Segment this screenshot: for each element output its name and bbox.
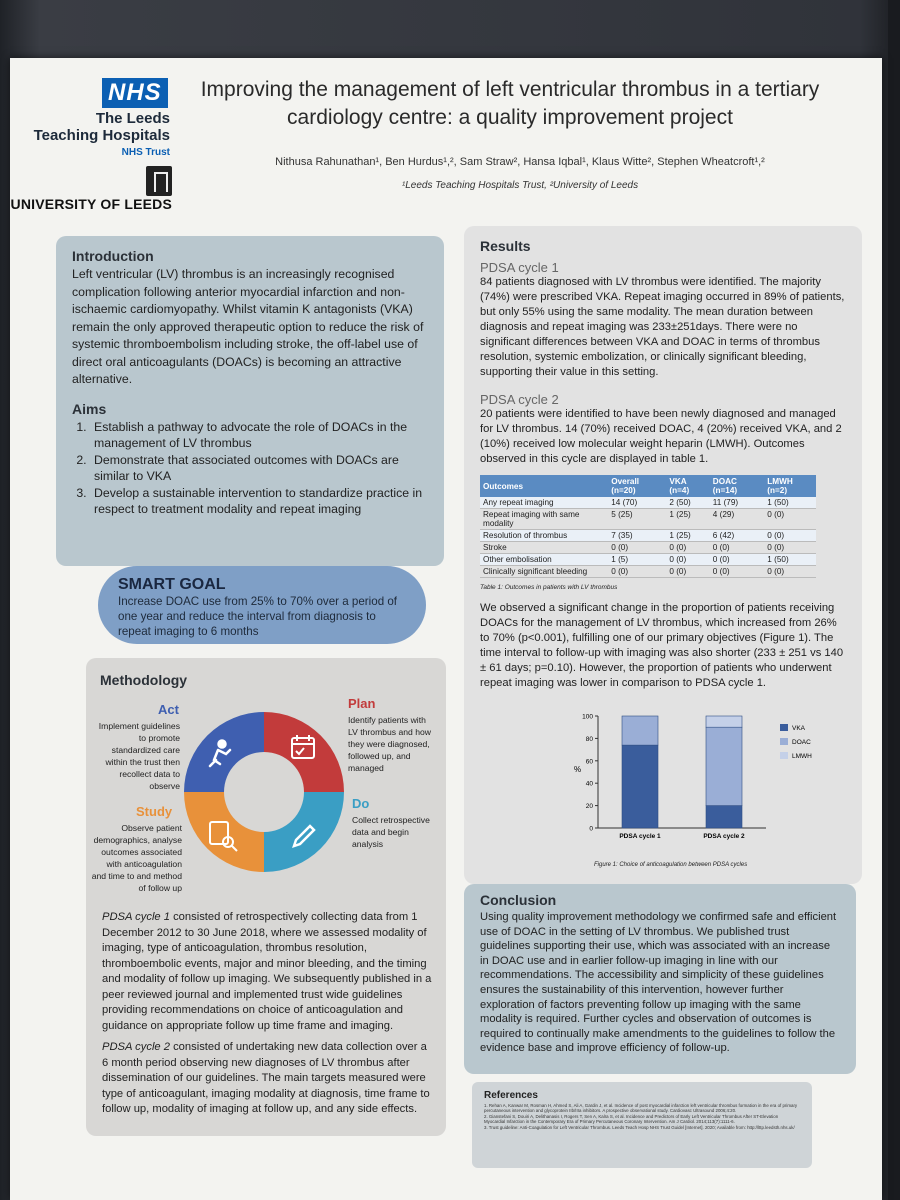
reference-item: 3. Trust guideline: Anti-Coagulation for Left Ventricular Thrombus. Leeds Teach Hosp NHS Trust Guidel [Internet]. 2020; Available from: http://lttp.leedsth.nhs.uk/ xyxy=(484,1124,795,1130)
pdsa-ring xyxy=(174,702,354,882)
act-label: Act xyxy=(158,702,179,717)
intro-heading: Introduction xyxy=(72,248,154,264)
plan-segment xyxy=(264,712,344,792)
table-cell: Stroke xyxy=(480,542,608,554)
study-description: Observe patient demographics, analyse outcomes associated with anticoagulation and time to and method of follow up xyxy=(91,823,182,893)
bar-segment-vka xyxy=(622,745,658,828)
intro-text: Left ventricular (LV) thrombus is an increasingly recognised complication following anterior myocardial infarction and non-ischaemic cardiomyopathy. Whilst vitamin K antagonists (VKA) remain the only approved therapeutic option to reduce the risk of systemic thromboembolism including stroke, the off-label use of direct oral anticoagulants (DOACs) is becoming an attractive alternative. xyxy=(72,267,424,386)
table-header-cell: Overall (n=20) xyxy=(608,475,666,497)
study-segment xyxy=(184,792,264,872)
table-cell: Repeat imaging with same modality xyxy=(480,509,608,530)
aim-item: 2. Demonstrate that associated outcomes with DOACs are similar to VKA xyxy=(90,452,428,485)
references-panel xyxy=(472,1082,812,1168)
table-row xyxy=(480,530,816,542)
table-cell: 14 (70) xyxy=(608,497,666,509)
anticoagulation-chart xyxy=(558,710,818,870)
introduction-panel xyxy=(56,236,444,566)
table-cell: 1 (5) xyxy=(608,554,666,566)
table-cell: 0 (0) xyxy=(608,542,666,554)
table-row xyxy=(480,554,816,566)
cycle2-results-heading: PDSA cycle 2 xyxy=(480,392,559,407)
cycle2-results-text: 20 patients were identified to have been newly diagnosed and managed for LV thrombus. 14 (70%) received DOAC, 4 (20%) received VKA, and 2 (10%) received low molecular weight heparin (LMWH). Outcomes observed in this cycle are displayed in table 1. xyxy=(480,408,842,465)
smart-goal-panel xyxy=(98,566,426,644)
study-label: Study xyxy=(136,804,173,819)
bar-segment-lmwh xyxy=(706,716,742,727)
conclusion-heading: Conclusion xyxy=(480,892,557,908)
y-tick-label: 0 xyxy=(589,825,593,833)
methodology-panel xyxy=(86,658,446,1136)
reference-item: 2. Gianstefani S, Douiri A, Delithanasis I, Rogers T, Sen A, Kalra S, et al. Incidence and Predictors of Early Left Ventricular Thrombus After ST-Elevation Myocardial Infarction in the Contemporary Era of Primary Percutaneous Coronary Intervention. Am J Cardiol. 2014;113(7):1111-6. xyxy=(484,1113,779,1125)
cycle2-method-body: consisted of undertaking new data collection over a 6 month period observing new diagnoses of LV thrombus after dissemination of our guidelines. The main targets measured were type of anticoagulant, imaging modality at diagnosis, time frame to follow up, modality of imaging at follow up, and any side effects. xyxy=(102,1041,430,1115)
y-tick-label: 20 xyxy=(585,803,593,811)
cycle1-method-body: consisted of retrospectively collecting data from 1 December 2012 to 30 June 2018, where we assessed modality of imaging, type of anticoagulation, thrombus resolution, thromboembolic events, major and minor bleeding, and the timing and modality of follow up imaging. We subsequently published in a peer reviewed journal and implemented trust wide guidelines providing recommendations on choice of anticoagulation and guidance on appropriate follow up time frame and imaging. xyxy=(102,911,432,1032)
references-list xyxy=(484,1103,800,1130)
university-name: UNIVERSITY OF LEEDS xyxy=(10,196,172,212)
table-cell: 0 (0) xyxy=(764,542,816,554)
table-cell: 5 (25) xyxy=(608,509,666,530)
table-cell: 1 (50) xyxy=(764,497,816,509)
do-label: Do xyxy=(352,796,370,811)
table-cell: Resolution of thrombus xyxy=(480,530,608,542)
table-header-row xyxy=(480,475,816,497)
org-line2: Teaching Hospitals xyxy=(33,127,170,144)
legend-label: LMWH xyxy=(792,753,812,760)
table-cell: 11 (79) xyxy=(710,497,765,509)
table-cell: Any repeat imaging xyxy=(480,497,608,509)
table-cell: 6 (42) xyxy=(710,530,765,542)
table-cell: 0 (0) xyxy=(764,509,816,530)
table-header-cell: LMWH (n=2) xyxy=(764,475,816,497)
table-cell: 4 (29) xyxy=(710,509,765,530)
table-cell: 1 (25) xyxy=(666,509,709,530)
table-cell: 0 (0) xyxy=(710,554,765,566)
legend-swatch-vka xyxy=(780,724,788,731)
org-trust: NHS Trust xyxy=(121,147,170,158)
table-cell: Other embolisation xyxy=(480,554,608,566)
aims-heading: Aims xyxy=(72,400,107,417)
bar-segment-doac xyxy=(706,727,742,805)
cycle2-method-text xyxy=(102,1040,432,1118)
cycle1-results-heading: PDSA cycle 1 xyxy=(480,260,559,275)
table-cell: 2 (50) xyxy=(666,497,709,509)
author-list: Nithusa Rahunathan¹, Ben Hurdus¹,², Sam Straw², Hansa Iqbal¹, Klaus Witte², Stephen Wheatcroft¹,² xyxy=(275,156,765,168)
affiliations: ¹Leeds Teaching Hospitals Trust, ²University of Leeds xyxy=(401,180,639,191)
university-crest-icon xyxy=(146,166,172,196)
board-frame xyxy=(888,0,900,1200)
legend-label: VKA xyxy=(792,725,806,732)
cycle1-method-lead: PDSA cycle 1 xyxy=(102,911,170,923)
cycle2-method-lead: PDSA cycle 2 xyxy=(102,1041,170,1053)
table-cell: 0 (0) xyxy=(666,566,709,578)
table-cell: 0 (0) xyxy=(608,566,666,578)
results-panel xyxy=(464,226,862,884)
legend-label: DOAC xyxy=(792,739,811,746)
aim-item: 1. Establish a pathway to advocate the role of DOACs in the management of LV thrombus xyxy=(90,419,428,452)
y-axis-label: % xyxy=(574,765,582,774)
table-cell: Clinically significant bleeding xyxy=(480,566,608,578)
legend-swatch-doac xyxy=(780,738,788,745)
table-cell: 1 (25) xyxy=(666,530,709,542)
table-cell: 0 (0) xyxy=(710,542,765,554)
y-tick-label: 100 xyxy=(582,713,593,721)
x-tick-label: PDSA cycle 1 xyxy=(619,833,661,840)
table-row xyxy=(480,542,816,554)
table-header-cell: VKA (n=4) xyxy=(666,475,709,497)
method-heading: Methodology xyxy=(100,672,188,688)
table-row xyxy=(480,509,816,530)
table-row xyxy=(480,566,816,578)
y-tick-label: 40 xyxy=(585,780,593,788)
cycle1-results-text: 84 patients diagnosed with LV thrombus were identified. The majority (74%) were prescribed VKA. Repeat imaging occurred in 89% of patients, but only 55% using the same modality. The mean duration between diagnosis and repeat imaging was 233±251days. There were no significant differences between VKA and DOAC in terms of thrombus resolution, systemic embolization, or clinically significant bleeding, supporting their value in this setting. xyxy=(480,276,845,378)
y-tick-label: 80 xyxy=(585,735,593,743)
trust-name xyxy=(10,110,170,161)
table-cell: 0 (0) xyxy=(666,554,709,566)
act-description: Implement guidelines to promote standardized care within the trust then recollect data to observe xyxy=(98,721,180,791)
bar-segment-doac xyxy=(622,716,658,745)
y-tick-label: 60 xyxy=(585,758,593,766)
org-line1: The Leeds xyxy=(95,110,170,127)
results-heading: Results xyxy=(480,238,531,254)
table-row xyxy=(480,497,816,509)
pdsa-cycle-diagram xyxy=(174,702,354,882)
table-header-cell: Outcomes xyxy=(480,475,608,497)
plan-label: Plan xyxy=(348,696,376,711)
results-summary: We observed a significant change in the proportion of patients receiving DOACs for the management of LV thrombus, which increased from 26% to 70% (p<0.001), fulfilling one of our primary objectives (Figure 1). The time interval to follow-up with imaging was also shorter (233 ± 251 vs 140 ± 61 days; p=0.10). However, the proportion of patients who underwent repeat imaging was lower in comparison to PDSA cycle 1. xyxy=(480,602,844,689)
stacked-bar-chart xyxy=(558,710,818,860)
figure-caption: Figure 1: Choice of anticoagulation between PDSA cycles xyxy=(594,862,748,868)
nhs-logo: NHS xyxy=(102,78,168,108)
aim-item: 3. Develop a sustainable intervention to standardize practice in respect to treatment modality and repeat imaging xyxy=(90,485,428,518)
conclusion-text: Using quality improvement methodology we confirmed safe and efficient use of DOAC in the setting of LV thrombus. We published trust guidelines supporting their use, which was associated with an increase in DOAC use and in earlier follow-up imaging in line with our recommendations. The accessibility and simplicity of these guidelines ensures the sustainability of this intervention, however further exploration of factors preventing follow up imaging with the same modality is required. Further cycles and observation of outcomes is required to continually make amendments to the guidelines to follow the evidence base and improve efficiency of follow-up. xyxy=(480,911,837,1055)
smart-heading: SMART GOAL xyxy=(118,576,226,593)
reference-item: 1. Rehan A, Kanwar M, Rosman H, Ahmed S, Ali A, Gardin J, et al. Incidence of post myocardial infarction left ventricular thrombus formation in the era of primary percutaneous intervention and glycoprotein IIb/IIIa inhibitors. A prospective observational study. Cardiovasc Ultrasound 2006;4:20. xyxy=(484,1103,798,1114)
x-tick-label: PDSA cycle 2 xyxy=(703,833,745,840)
poster-title: Improving the management of left ventricular thrombus in a tertiary cardiology centre: a quality improvement project xyxy=(200,78,820,129)
references-heading: References xyxy=(484,1090,538,1101)
table-cell: 0 (0) xyxy=(764,566,816,578)
plan-description: Identify patients with LV thrombus and how they were diagnosed, followed up, and managed xyxy=(348,715,431,773)
do-description: Collect retrospective data and begin analysis xyxy=(352,815,430,849)
cycle1-method-text xyxy=(102,910,432,1034)
table-cell: 0 (0) xyxy=(764,530,816,542)
table-cell: 0 (0) xyxy=(710,566,765,578)
table-cell: 1 (50) xyxy=(764,554,816,566)
aims-list xyxy=(90,419,428,518)
table-header-cell: DOAC (n=14) xyxy=(710,475,765,497)
table-cell: 0 (0) xyxy=(666,542,709,554)
poster xyxy=(10,58,882,1200)
table-caption: Table 1: Outcomes in patients with LV thrombus xyxy=(480,584,618,591)
table-cell: 7 (35) xyxy=(608,530,666,542)
smart-text: Increase DOAC use from 25% to 70% over a period of one year and reduce the interval from diagnosis to repeat imaging to 6 months xyxy=(118,595,398,638)
bar-segment-vka xyxy=(706,806,742,828)
legend-swatch-lmwh xyxy=(780,752,788,759)
outcomes-table xyxy=(480,475,816,578)
conclusion-panel xyxy=(464,884,856,1074)
